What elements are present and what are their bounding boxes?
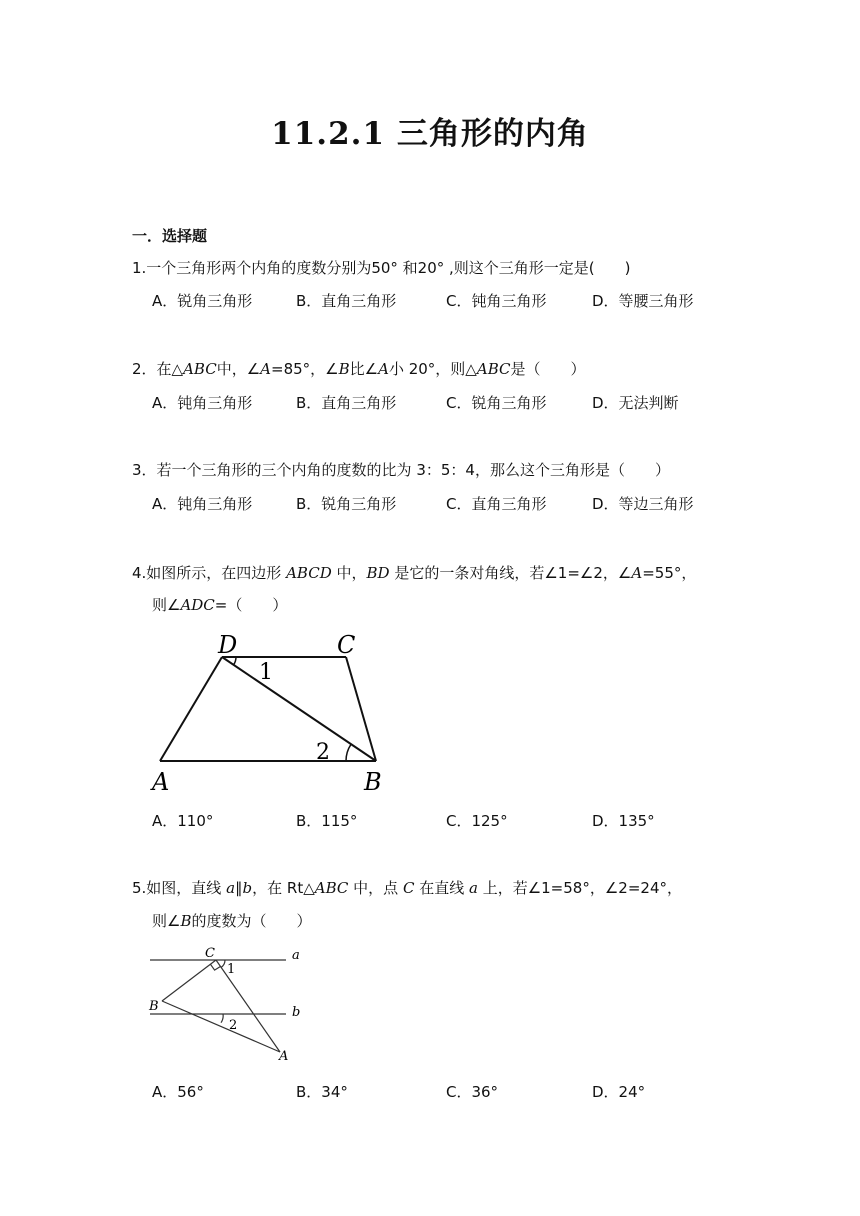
label-a: A [279,1049,289,1064]
question-1-text: 1.一个三角形两个内角的度数分别为50° 和20° ,则这个三角形一定是( ) [132,259,631,277]
q3-option-d[interactable]: D．等边三角形 [592,495,694,513]
q1-option-b[interactable]: B．直角三角形 [296,292,397,310]
q2-option-d[interactable]: D．无法判断 [592,394,679,412]
q4-option-a[interactable]: A．110° [152,812,214,830]
segment-cb [162,960,216,1001]
label-c: C [337,631,356,659]
q5-option-a[interactable]: A．56° [152,1083,204,1101]
q4-option-c[interactable]: C．125° [446,812,508,830]
segment-da [160,657,222,761]
q5-option-c[interactable]: C．36° [446,1083,499,1101]
label-angle-2: 2 [229,1018,238,1033]
q5-option-d[interactable]: D．24° [592,1083,646,1101]
q1-option-a[interactable]: A．锐角三角形 [152,292,253,310]
q4-option-d[interactable]: D．135° [592,812,655,830]
q5-option-b[interactable]: B．34° [296,1083,348,1101]
label-c: C [205,946,215,961]
quadrilateral-figure [140,625,410,800]
angle-2-arc [221,1014,223,1023]
section-heading: 一．选择题 [132,227,208,245]
label-b: B [364,768,382,796]
label-line-a: a [292,948,300,963]
q4-option-b[interactable]: B．115° [296,812,358,830]
q3-option-c[interactable]: C．直角三角形 [446,495,547,513]
angle-2-arc [346,744,351,761]
page-title: 11.2.1 三角形的内角 [271,116,589,152]
angle-1-arc [221,960,225,968]
label-line-b: b [292,1005,301,1020]
label-angle-1: 1 [259,660,273,685]
diagonal-bd [222,657,376,761]
q1-option-d[interactable]: D．等腰三角形 [592,292,694,310]
label-angle-2: 2 [316,740,330,765]
parallel-lines-figure [145,940,315,1065]
q2-option-a[interactable]: A．钝角三角形 [152,394,253,412]
q3-option-b[interactable]: B．锐角三角形 [296,495,397,513]
label-d: D [218,631,238,659]
question-4-text-line2: 则∠ADC=（ ） [152,596,288,614]
question-3-text: 3．若一个三角形的三个内角的度数的比为 3：5：4，那么这个三角形是（ ） [132,461,670,479]
q2-option-b[interactable]: B．直角三角形 [296,394,397,412]
label-angle-1: 1 [227,962,236,977]
question-5-text: 5.如图，直线 a∥b，在 Rt△ABC 中，点 C 在直线 a 上，若∠1=58°，∠2=24°， [132,879,682,897]
q1-option-c[interactable]: C．钝角三角形 [446,292,547,310]
question-4-text: 4.如图所示，在四边形 ABCD 中，BD 是它的一条对角线，若∠1=∠2，∠A=55°， [132,564,697,582]
question-2-text: 2．在△ABC中，∠A=85°，∠B比∠A小 20°，则△ABC是（ ） [132,360,586,378]
question-5-text-line2: 则∠B的度数为（ ） [152,912,312,930]
q2-option-c[interactable]: C．锐角三角形 [446,394,547,412]
label-b: B [149,999,159,1014]
label-a: A [152,768,170,796]
q3-option-a[interactable]: A．钝角三角形 [152,495,253,513]
